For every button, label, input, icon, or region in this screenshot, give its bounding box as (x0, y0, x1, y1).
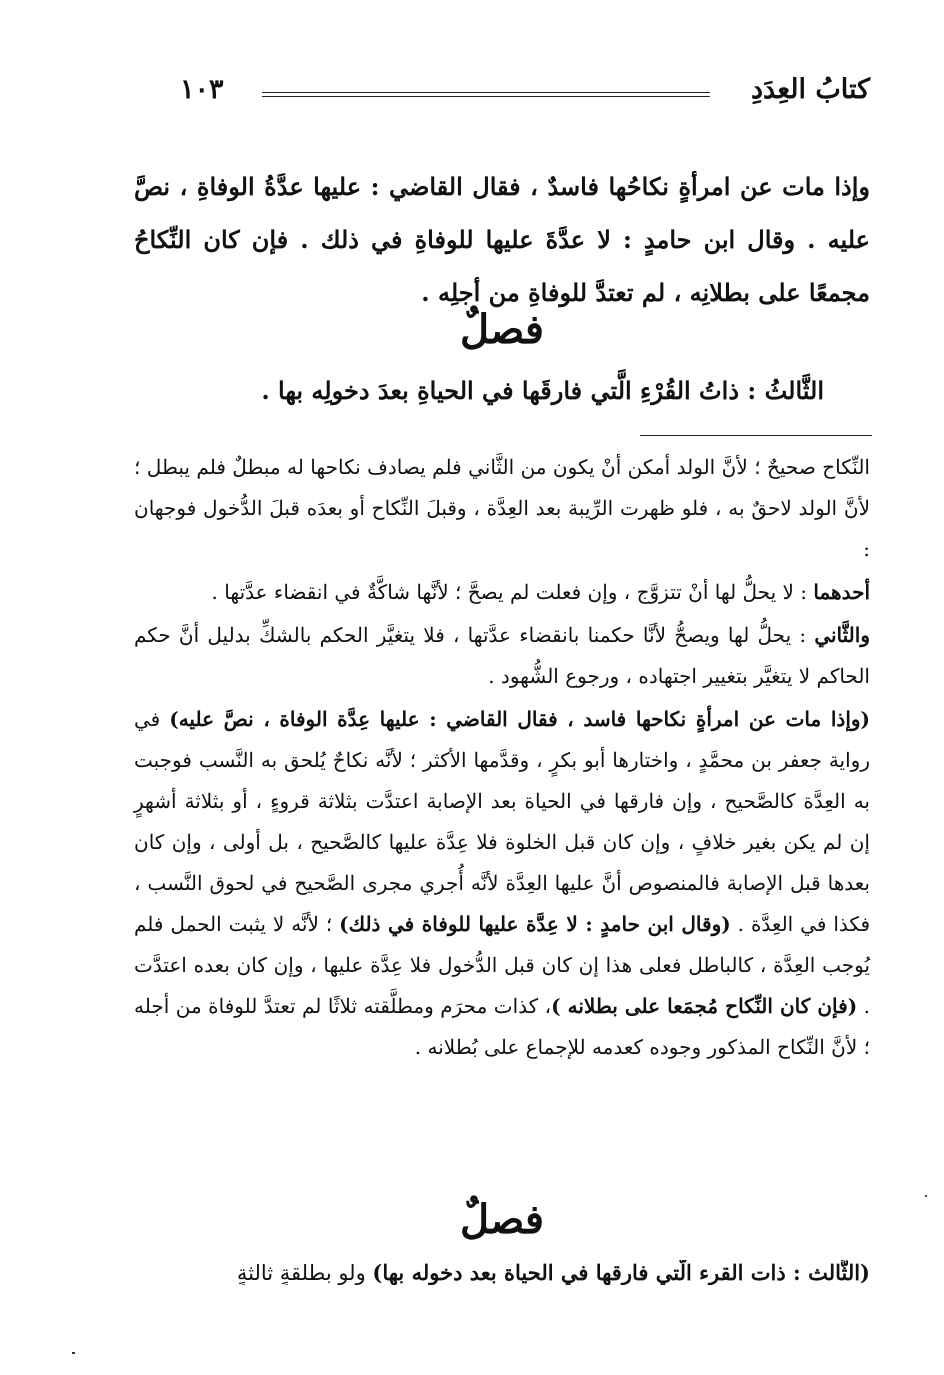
commentary-text: ولو بطلقةٍ ثالثةٍ (236, 1261, 373, 1285)
matn-paragraph: وإذا مات عن امرأةٍ نكاحُها فاسدٌ ، فقال القاضي : عليها عدَّةُ الوفاةِ ، نصَّ عليه . وقال ابن حامدٍ : لا عدَّةَ عليها للوفاةِ في ذلك . فإن كان النِّكاحُ مجمعًا على بطلانِه ، لم تعتدَّ للوفاةِ من أجلِه . (134, 172, 870, 307)
commentary-continuation (134, 1260, 870, 1285)
running-title: كتابُ العِدَدِ (751, 74, 870, 105)
commentary-paragraph: النِّكاح صحيحٌ ؛ لأنَّ الولد أمكن أنْ يكون من الثَّاني فلم يصادف نكاحها له مبطلٌ فلم يبطل ؛ لأنَّ الولد لاحقٌ به ، فلو ظهرت الرِّيبة بعد العِدَّة ، وقبلَ النِّكاح أو بعدَه قبلَ الدُّخول فوجهان : (134, 455, 870, 561)
commentary-block (134, 447, 870, 1070)
section-heading: فصلٌ (459, 1196, 545, 1243)
section-heading: فصلٌ (459, 306, 545, 353)
first-view-label: أحدهما (813, 580, 870, 604)
page-number: ١٠٣ (180, 74, 224, 105)
print-speck (72, 1352, 75, 1354)
quoted-matn: (وإذا مات عن امرأةٍ نكاحها فاسد ، فقال القاضي : عليها عِدَّة الوفاة ، نصَّ عليه) (169, 707, 870, 731)
commentary-text: في رواية جعفر بن محمَّدٍ ، واختارها أبو بكرٍ ، وقدَّمها الأكثر ؛ لأنَّه نكاحٌ يُلحق به النَّسب فوجبت به العِدَّة كالصَّحيح ، وإن فارقها في الحياة بعد الإصابة اعتدَّت بثلاثة قروءٍ ، أو بثلاثة أشهرٍ إن لم يكن بغير خلافٍ ، وإن كان قبل الخلوة فلا عِدَّة عليها كالصَّحيح ، بل أولى ، وإن كان بعدها قبل الإصابة فالمنصوص أنَّ عليها العِدَّة لأنَّه أُجري مجرى الصَّحيح في لحوق النَّسب ، فكذا في العِدَّة . (134, 707, 871, 936)
print-speck (925, 1195, 927, 1197)
quoted-matn: (فإن كان النِّكاح مُجمَعا على بطلانه ) (551, 994, 858, 1018)
header-rule-double (262, 96, 710, 97)
quoted-matn: (الثَّالث : ذات القرء الَّتي فارقها في الحياة بعد دخوله بها) (372, 1260, 870, 1285)
commentary-separator (640, 435, 872, 436)
header-rule (262, 92, 710, 93)
commentary-paragraph (134, 572, 870, 613)
quoted-matn: (وقال ابن حامدٍ : لا عِدَّة عليها للوفاة في ذلك) (339, 912, 731, 936)
section-statement: الثَّالثُ : ذاتُ القُرْءِ الَّتي فارقَها في الحياةِ بعدَ دخولِه بها . (261, 376, 824, 405)
first-view-text: : لا يحلُّ لها أنْ تتزوَّج ، وإن فعلت لم يصحَّ ؛ لأنَّها شاكَّةٌ في انقضاء عدَّتها . (211, 580, 814, 604)
page-header (180, 72, 870, 122)
second-view-text: : يحلُّ لها ويصحُّ لأنَّا حكمنا بانقضاء عدَّتها ، فلا يتغيَّر الحكم بالشكِّ بدليل أنَّ حكم الحاكم لا يتغيَّر بتغيير اجتهاده ، ورجوع الشُّهود . (134, 623, 870, 688)
commentary-text: ، كذات محرَم ومطلَّقته ثلاثًا لم تعتدَّ للوفاة من أجله ؛ لأنَّ النِّكاح المذكور وجوده كعدمه للإجماع على بُطلانه . (134, 994, 870, 1059)
commentary-paragraph (134, 699, 870, 1068)
commentary-paragraph (134, 615, 870, 697)
second-view-label: والثَّاني (814, 623, 870, 647)
commentary-text: ؛ لأنَّه لا يثبت الحمل فلم يُوجب العِدَّة ، كالباطل فعلى هذا إن كان قبل الدُّخول فلا عِدَّة عليها ، وإن كان بعده اعتدَّت . (134, 912, 870, 1018)
